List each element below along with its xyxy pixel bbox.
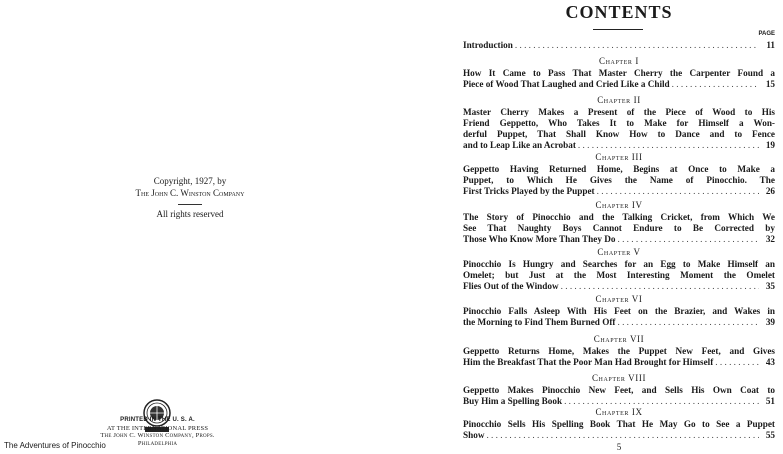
toc-page-number: 51 xyxy=(765,396,775,406)
chapter-label: Chapter I xyxy=(599,56,639,66)
toc-entry-text: Introduction xyxy=(463,40,513,50)
leader-dots xyxy=(515,40,759,51)
chapter-last-line xyxy=(463,357,775,368)
chapter-summary-line: Omelet; but Just at the Most Interesting Moment the Omelet xyxy=(463,270,775,280)
title-divider xyxy=(593,29,643,30)
chapter-summary-line: Pinocchio Falls Asleep With His Feet on the Brazier, and Wakes in xyxy=(463,306,775,316)
leader-dots xyxy=(578,140,759,151)
chapter-summary-line: and to Leap Like an Acrobat xyxy=(463,140,576,150)
chapter-summary-line: How It Came to Pass That Master Cherry the Carpenter Found a xyxy=(463,68,775,78)
toc-page-number: 19 xyxy=(765,140,775,150)
toc-page-number: 35 xyxy=(765,281,775,291)
copyright-line: Copyright, 1927, by xyxy=(153,176,227,186)
chapter-summary-line: Those Who Know More Than They Do xyxy=(463,234,616,244)
chapter-summary-line: Friend Geppetto, Who Takes It to Make for Himself a Won- xyxy=(463,118,775,128)
toc-entry-chapter[interactable] xyxy=(463,200,775,245)
toc-entry-introduction[interactable] xyxy=(463,40,775,51)
toc-page-number: 15 xyxy=(765,79,775,89)
toc-entry-chapter[interactable] xyxy=(463,407,775,441)
chapter-last-line xyxy=(463,186,775,197)
chapter-label: Chapter V xyxy=(597,247,641,257)
chapter-last-line xyxy=(463,281,775,292)
toc-entry-chapter[interactable] xyxy=(463,56,775,90)
toc-entry-chapter[interactable] xyxy=(463,294,775,328)
toc-page-number: 39 xyxy=(765,317,775,327)
chapter-summary-line: Him the Breakfast That the Poor Man Had Brought for Himself xyxy=(463,357,714,367)
toc-page-number: 55 xyxy=(765,430,775,440)
leader-dots xyxy=(486,430,759,441)
leader-dots xyxy=(597,186,759,197)
imprint-line: The John C. Winston Company, Props. xyxy=(100,432,215,439)
chapter-summary-line: Geppetto Makes Pinocchio New Feet, and Sells His Own Coat to xyxy=(463,385,775,395)
leader-dots xyxy=(617,317,759,328)
leader-dots xyxy=(617,234,759,245)
toc-entry-chapter[interactable] xyxy=(463,373,775,407)
chapter-label: Chapter IX xyxy=(595,407,643,417)
chapter-last-line xyxy=(463,234,775,245)
toc-page-number: 26 xyxy=(765,186,775,196)
page-column-header: PAGE xyxy=(758,31,775,37)
chapter-summary-line: Geppetto Having Returned Home, Begins at Once to Make a xyxy=(463,164,775,174)
chapter-summary-line: Piece of Wood That Laughed and Cried Like a Child xyxy=(463,79,670,89)
chapter-summary-line: See That Naughty Boys Cannot Endure to Be Corrected by xyxy=(463,223,775,233)
chapter-last-line xyxy=(463,430,775,441)
chapter-summary-line: Buy Him a Spelling Book xyxy=(463,396,563,406)
chapter-last-line xyxy=(463,140,775,151)
copyright-divider xyxy=(178,204,202,205)
imprint-line: Philadelphia xyxy=(137,439,178,447)
toc-page-number: 32 xyxy=(765,234,775,244)
toc-page-number: 43 xyxy=(765,357,775,367)
toc-entry-chapter[interactable] xyxy=(463,152,775,197)
chapter-summary-line: Flies Out of the Window xyxy=(463,281,559,291)
rights-line: All rights reserved xyxy=(156,209,224,219)
leader-dots xyxy=(561,281,759,292)
chapter-last-line xyxy=(463,317,775,328)
leader-dots xyxy=(715,357,759,368)
chapter-label: Chapter VII xyxy=(593,334,645,344)
toc-entry-chapter[interactable] xyxy=(463,95,775,151)
chapter-label: Chapter IV xyxy=(595,200,643,210)
chapter-summary-line: The Story of Pinocchio and the Talking Cricket, from Which We xyxy=(463,212,775,222)
chapter-summary-line: Master Cherry Makes a Present of the Piece of Wood to His xyxy=(463,107,775,117)
toc-entry-chapter[interactable] xyxy=(463,334,775,368)
chapter-label: Chapter VIII xyxy=(591,373,647,383)
leader-dots xyxy=(672,79,759,90)
chapter-summary-line: Pinocchio Is Hungry and Searches for an Egg to Make Himself an xyxy=(463,259,775,269)
toc-entry-chapter[interactable] xyxy=(463,247,775,292)
chapter-label: Chapter II xyxy=(597,95,641,105)
toc-page-number: 11 xyxy=(766,40,775,50)
imprint-line: PRINTED IN THE U. S. A. xyxy=(120,417,195,423)
chapter-summary-line: First Tricks Played by the Puppet xyxy=(463,186,595,196)
chapter-summary-line: Geppetto Returns Home, Makes the Puppet New Feet, and Gives xyxy=(463,346,775,356)
book-title-footer: The Adventures of Pinocchio xyxy=(4,441,106,450)
chapter-summary-line: Puppet, to Which He Gives the Name of Pinocchio. The xyxy=(463,175,775,185)
contents-title: CONTENTS xyxy=(565,2,673,22)
right-page xyxy=(455,0,783,454)
page-number: 5 xyxy=(616,442,622,452)
chapter-summary-line: Pinocchio Sells His Spelling Book That He May Go to See a Puppet xyxy=(463,419,775,429)
chapter-label: Chapter III xyxy=(595,152,643,162)
chapter-label: Chapter VI xyxy=(595,294,643,304)
chapter-summary-line: derful Puppet, That Shall Know How to Dance and to Fence xyxy=(463,129,775,139)
copyright-block xyxy=(105,175,275,220)
chapter-summary-line: Show xyxy=(463,430,485,440)
leader-dots xyxy=(564,396,759,407)
chapter-last-line xyxy=(463,79,775,90)
imprint-line: AT THE INTERNATIONAL PRESS xyxy=(106,424,209,432)
chapter-summary-line: the Morning to Find Them Burned Off xyxy=(463,317,616,327)
chapter-last-line xyxy=(463,396,775,407)
publisher-line: The John C. Winston Company xyxy=(135,188,245,198)
